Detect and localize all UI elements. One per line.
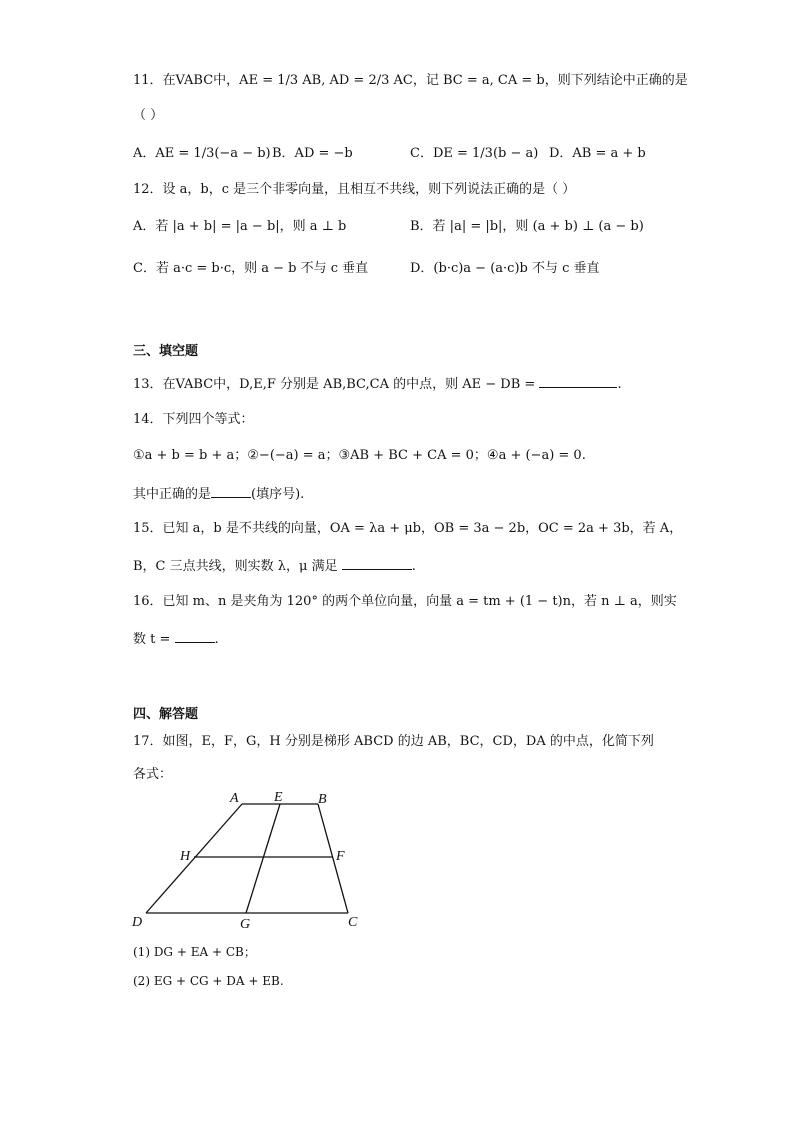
q14-answer-prefix: 其中正确的是 [133,487,212,502]
section-solve-title: 四、解答题 [133,707,199,722]
q12-option-d: D．(b·c)a − (a·c)b 不与 c 垂直 [410,261,600,276]
label-c: C [348,915,358,930]
q15-line2-wrap [133,557,416,575]
q16-answer-blank[interactable] [175,630,215,643]
q11-option-b: B．AD = −b [272,146,353,161]
q12-option-b: B．若 |a| = |b|，则 (a + b) ⊥ (a − b) [410,219,644,234]
segment-eg [246,804,280,913]
label-h: H [180,849,191,864]
q11-option-d: D．AB = a + b [549,146,646,161]
q16-end: . [214,632,219,647]
q14-items: ①a + b = b + a；②−(−a) = a；③AB + BC + CA = 0；④a + (−a) = 0. [133,448,586,463]
label-b: B [318,792,327,807]
q13-end: . [617,377,622,392]
q16-line1: 16．已知 m、n 是夹角为 120° 的两个单位向量，向量 a = tm + (1 − t)n，若 n ⊥ a，则实 [133,594,677,609]
q15-line1: 15．已知 a，b 是不共线的向量，OA = λa + μb，OB = 3a − 2b，OC = 2a + 3b，若 A， [133,521,683,536]
label-e: E [274,790,283,805]
q12-option-c: C．若 a·c = b·c，则 a − b 不与 c 垂直 [133,261,369,276]
q11-option-c: C．DE = 1/3(b − a) [410,146,539,161]
label-d: D [132,915,143,930]
edge-da [146,804,242,913]
q15-line2: B，C 三点共线，则实数 λ，μ 满足 [133,559,338,574]
trapezoid-figure [128,786,368,936]
q13-answer-blank[interactable] [539,375,617,388]
q12-option-a: A．若 |a + b| = |a − b|，则 a ⊥ b [133,219,347,234]
label-a: A [230,791,239,806]
q16-line2: 数 t = [133,632,171,647]
q11-stem: 11．在VABC中，AE = 1/3 AB, AD = 2/3 AC，记 BC = a, CA = b，则下列结论中正确的是 [133,73,688,88]
label-f: F [336,849,345,864]
q14-answer-suffix: (填序号). [251,487,305,502]
q11-option-a: A．AE = 1/3(−a − b) [133,146,271,161]
q13-line [133,375,622,393]
q17-line1: 17．如图，E，F，G，H 分别是梯形 ABCD 的边 AB，BC，CD，DA 的中点，化简下列 [133,734,654,749]
q13-text: 13．在VABC中，D,E,F 分别是 AB,BC,CA 的中点，则 AE − DB = [133,377,536,392]
q12-stem: 12．设 a，b，c 是三个非零向量，且相互不共线，则下列说法正确的是（ ） [133,182,576,197]
q16-line2-wrap [133,630,219,648]
q11-paren: （ ） [133,108,164,123]
q17-sub2: (2) EG + CG + DA + EB. [133,974,284,988]
q14-answer-blank[interactable] [211,485,251,498]
q15-answer-blank[interactable] [342,557,412,570]
q17-sub1: (1) DG + EA + CB； [133,945,256,959]
label-g: G [240,917,251,932]
section-fill-in-title: 三、填空题 [133,344,199,359]
q17-line2: 各式： [133,767,173,782]
q15-end: . [411,559,416,574]
q14-intro: 14．下列四个等式： [133,412,254,427]
q14-answer-line [133,485,304,503]
